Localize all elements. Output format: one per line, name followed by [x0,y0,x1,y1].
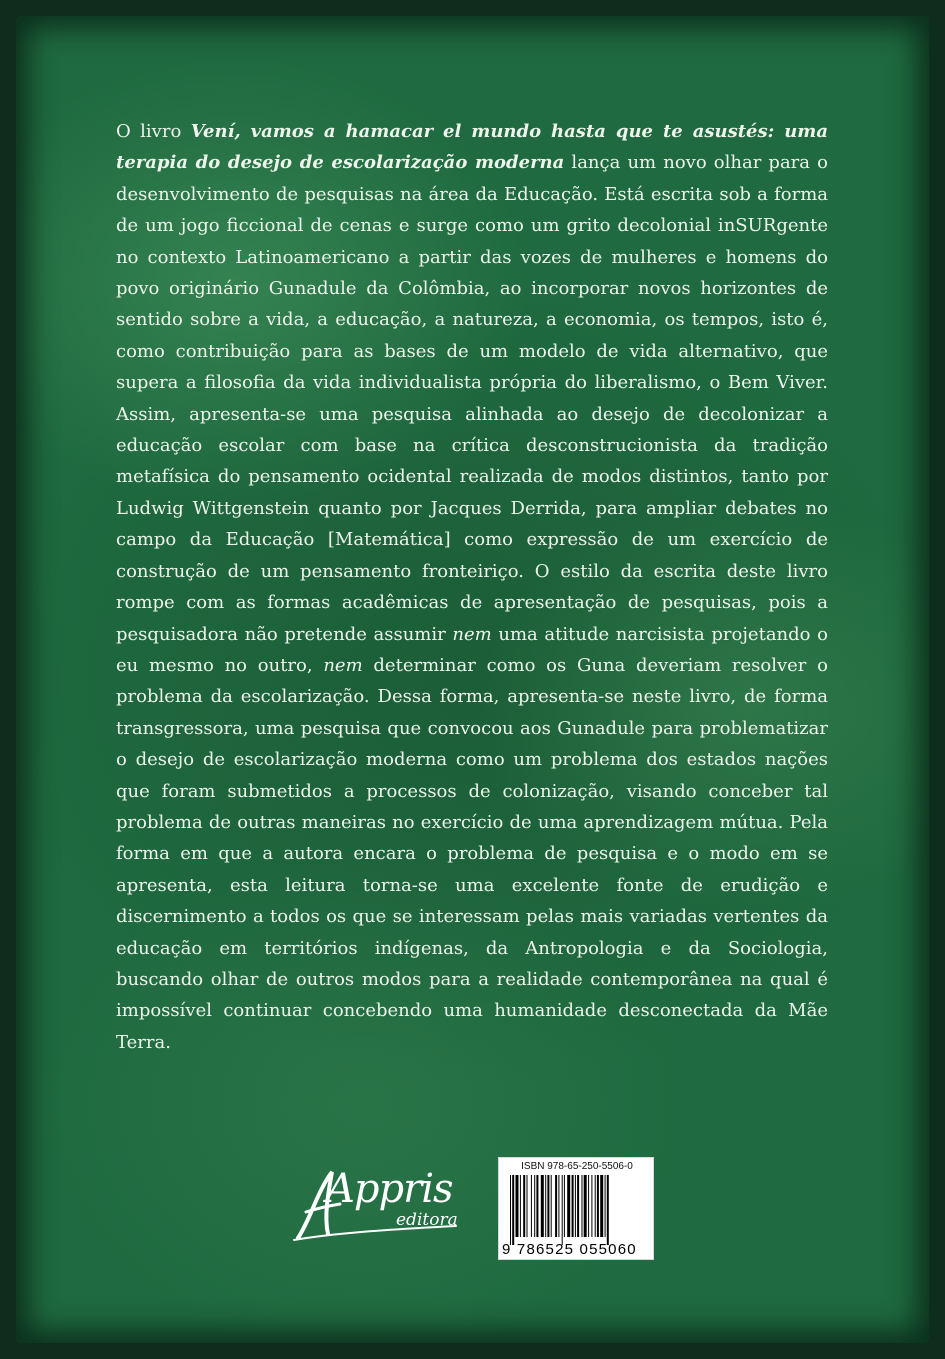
barcode-bar [547,1175,549,1237]
barcode-bar [516,1175,519,1237]
barcode-bar [600,1175,603,1237]
barcode-bar [595,1175,596,1237]
barcode-bar [531,1175,532,1237]
barcode-bar [527,1175,528,1237]
barcode-bar [588,1175,589,1237]
barcode-bar [607,1175,609,1245]
barcode-bars [502,1175,650,1245]
isbn-barcode [498,1157,654,1260]
barcode-bar [584,1175,587,1237]
barcode-bar [523,1175,525,1237]
book-title-inline: Vení, vamos a hamacar el mundo hasta que te asustés: uma terapia do desejo de escolarização moderna [116,121,829,174]
barcode-bar [558,1175,559,1237]
barcode-bar [577,1175,579,1237]
barcode-bar [564,1175,565,1237]
barcode-bar [512,1175,514,1245]
barcode-bar [605,1175,606,1237]
synopsis-text [116,116,828,1058]
barcode-bar [545,1175,546,1237]
synopsis-intro: O livro [116,121,191,142]
synopsis-body-3: determinar como os Guna deveriam resolver o problema da escolarização. Dessa forma, apresenta-se neste livro, de forma transgressora, uma pesquisa que convocou aos Gunadule para problematizar o desejo de escolarização moderna como um problema dos estados nações que foram submetidos a processos de colonização, visando conceber tal problema de outras maneiras no exercício de uma aprendizagem mútua. Pela forma em que a autora encara o problema de pesquisa e o modo em se apresenta, esta leitura torna-se uma excelente fonte de erudição e discernimento a todos os que se interessam pelas mais variadas vertentes da educação em territórios indígenas, da Antropologia e da Sociologia, buscando olhar de outros modos para a realidade contemporânea na qual é impossível continuar concebendo uma humanidade desconectada da Mãe Terra. [116,654,828,1053]
barcode-bar [541,1175,544,1237]
barcode-bar [555,1175,557,1237]
synopsis-body-1: lança um novo olhar para o desenvolvimento de pesquisas na área da Educação. Está escrita sob a forma de um jogo ficcional de cenas e surge como um grito decolonial inSURgente no contexto Latinoamericano a partir das vozes de mulheres e homens do povo originário Gunadule da Colômbia, ao incorporar novos horizontes de sentido sobre a vida, a educação, a natureza, a economia, os tempos, isto é, como contribuição para as bases de um modelo de vida alternativo, que supera a filosofia da vida individualista própria do liberalismo, o Bem Viver. Assim, apresenta-se uma pesquisa alinhada ao desejo de decolonizar a educação escolar com base na crítica desconstrucionista da tradição metafísica do pensamento ocidental realizada de modos distintos, tanto por Ludwig Wittgenstein quanto por Jacques Derrida, para ampliar debates no campo da Educação [Matemática] como expressão de um exercício de construção de um pensamento fronteiriço. O estilo da escrita deste livro rompe com as formas acadêmicas de apresentação de pesquisas, pois a pesquisadora não pretende assumir [116,152,828,645]
ean-digits: 9 786525 055060 [502,1241,637,1258]
barcode-bar [562,1175,563,1245]
publisher-logo [288,1160,468,1250]
barcode-bar [551,1175,552,1237]
publisher-subtitle: editora [396,1210,458,1230]
emphasis-nem-2: nem [323,654,363,676]
isbn-label: ISBN 978-65-250-5506-0 [521,1161,633,1172]
emphasis-nem-1: nem [452,623,492,645]
barcode-bar [575,1175,576,1237]
barcode-bar [510,1175,511,1245]
barcode-bar [567,1175,570,1237]
synopsis-body-2: uma atitude narcisista projetando o eu mesmo no outro, [116,623,828,676]
barcode-bar [591,1175,592,1237]
barcode-bar [572,1175,574,1237]
barcode-bar [520,1175,521,1237]
barcode-bar [536,1175,538,1237]
publisher-name: Appris [326,1166,453,1212]
barcode-bar [582,1175,583,1237]
barcode-bar [534,1175,535,1237]
barcode-bar [597,1175,599,1237]
